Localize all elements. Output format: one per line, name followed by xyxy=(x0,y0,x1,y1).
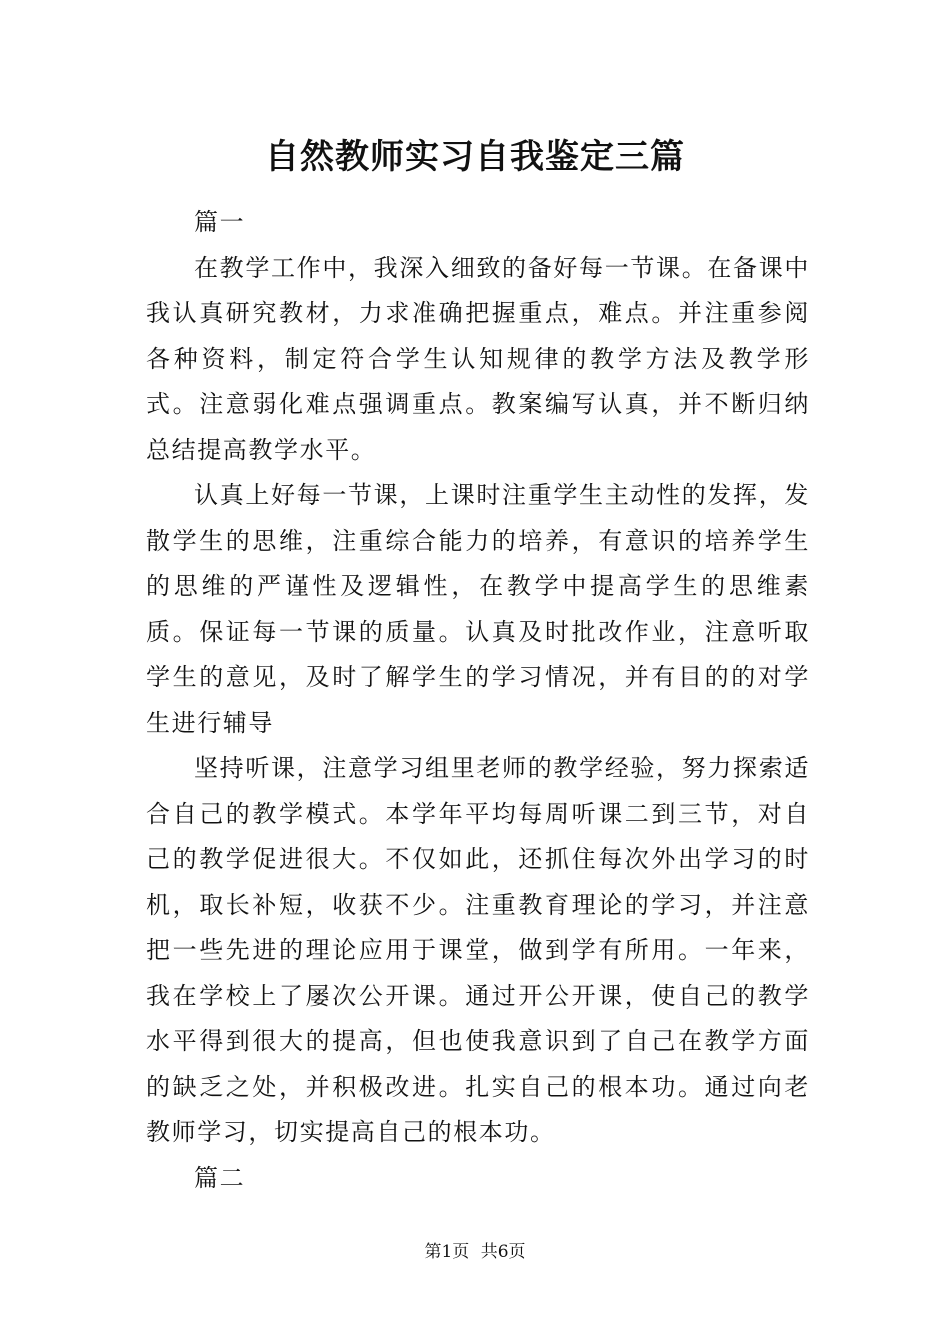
page-number: 第1页 xyxy=(424,1242,470,1262)
section-heading-2: 篇二 xyxy=(194,1163,246,1192)
page-total: 共6页 xyxy=(480,1242,526,1262)
paragraph-1: 在教学工作中，我深入细致的备好每一节课。在备课中我认真研究教材，力求准确把握重点，难点。并注重参阅各种资料，制定符合学生认知规律的教学方法及教学形式。注意弱化难点强调重点。教案编写认真，并不断归纳总结提高教学水平。 xyxy=(146,253,810,464)
section-heading-1: 篇一 xyxy=(194,208,246,236)
paragraph-3: 坚持听课，注意学习组里老师的教学经验，努力探索适合自己的教学模式。本学年平均每周听课二到三节，对自己的教学促进很大。不仅如此，还抓住每次外出学习的时机，取长补短，收获不少。注重教育理论的学习，并注意把一些先进的理论应用于课堂，做到学有所用。一年来，我在学校上了屡次公开课。通过开公开课，使自己的教学水平得到很大的提高，但也使我意识到了自己在教学方面的缺乏之处，并积极改进。扎实自己的根本功。通过向老教师学习，切实提高自己的根本功。 xyxy=(146,754,810,1146)
paragraph-2: 认真上好每一节课，上课时注重学生主动性的发挥，发散学生的思维，注重综合能力的培养，有意识的培养学生的思维的严谨性及逻辑性，在教学中提高学生的思维素质。保证每一节课的质量。认真及时批改作业，注意听取学生的意见，及时了解学生的学习情况，并有目的的对学生进行辅导 xyxy=(146,481,810,737)
document-title: 自然教师实习自我鉴定三篇 xyxy=(265,137,685,177)
page-footer xyxy=(0,1240,950,1264)
document-body xyxy=(146,200,810,1201)
